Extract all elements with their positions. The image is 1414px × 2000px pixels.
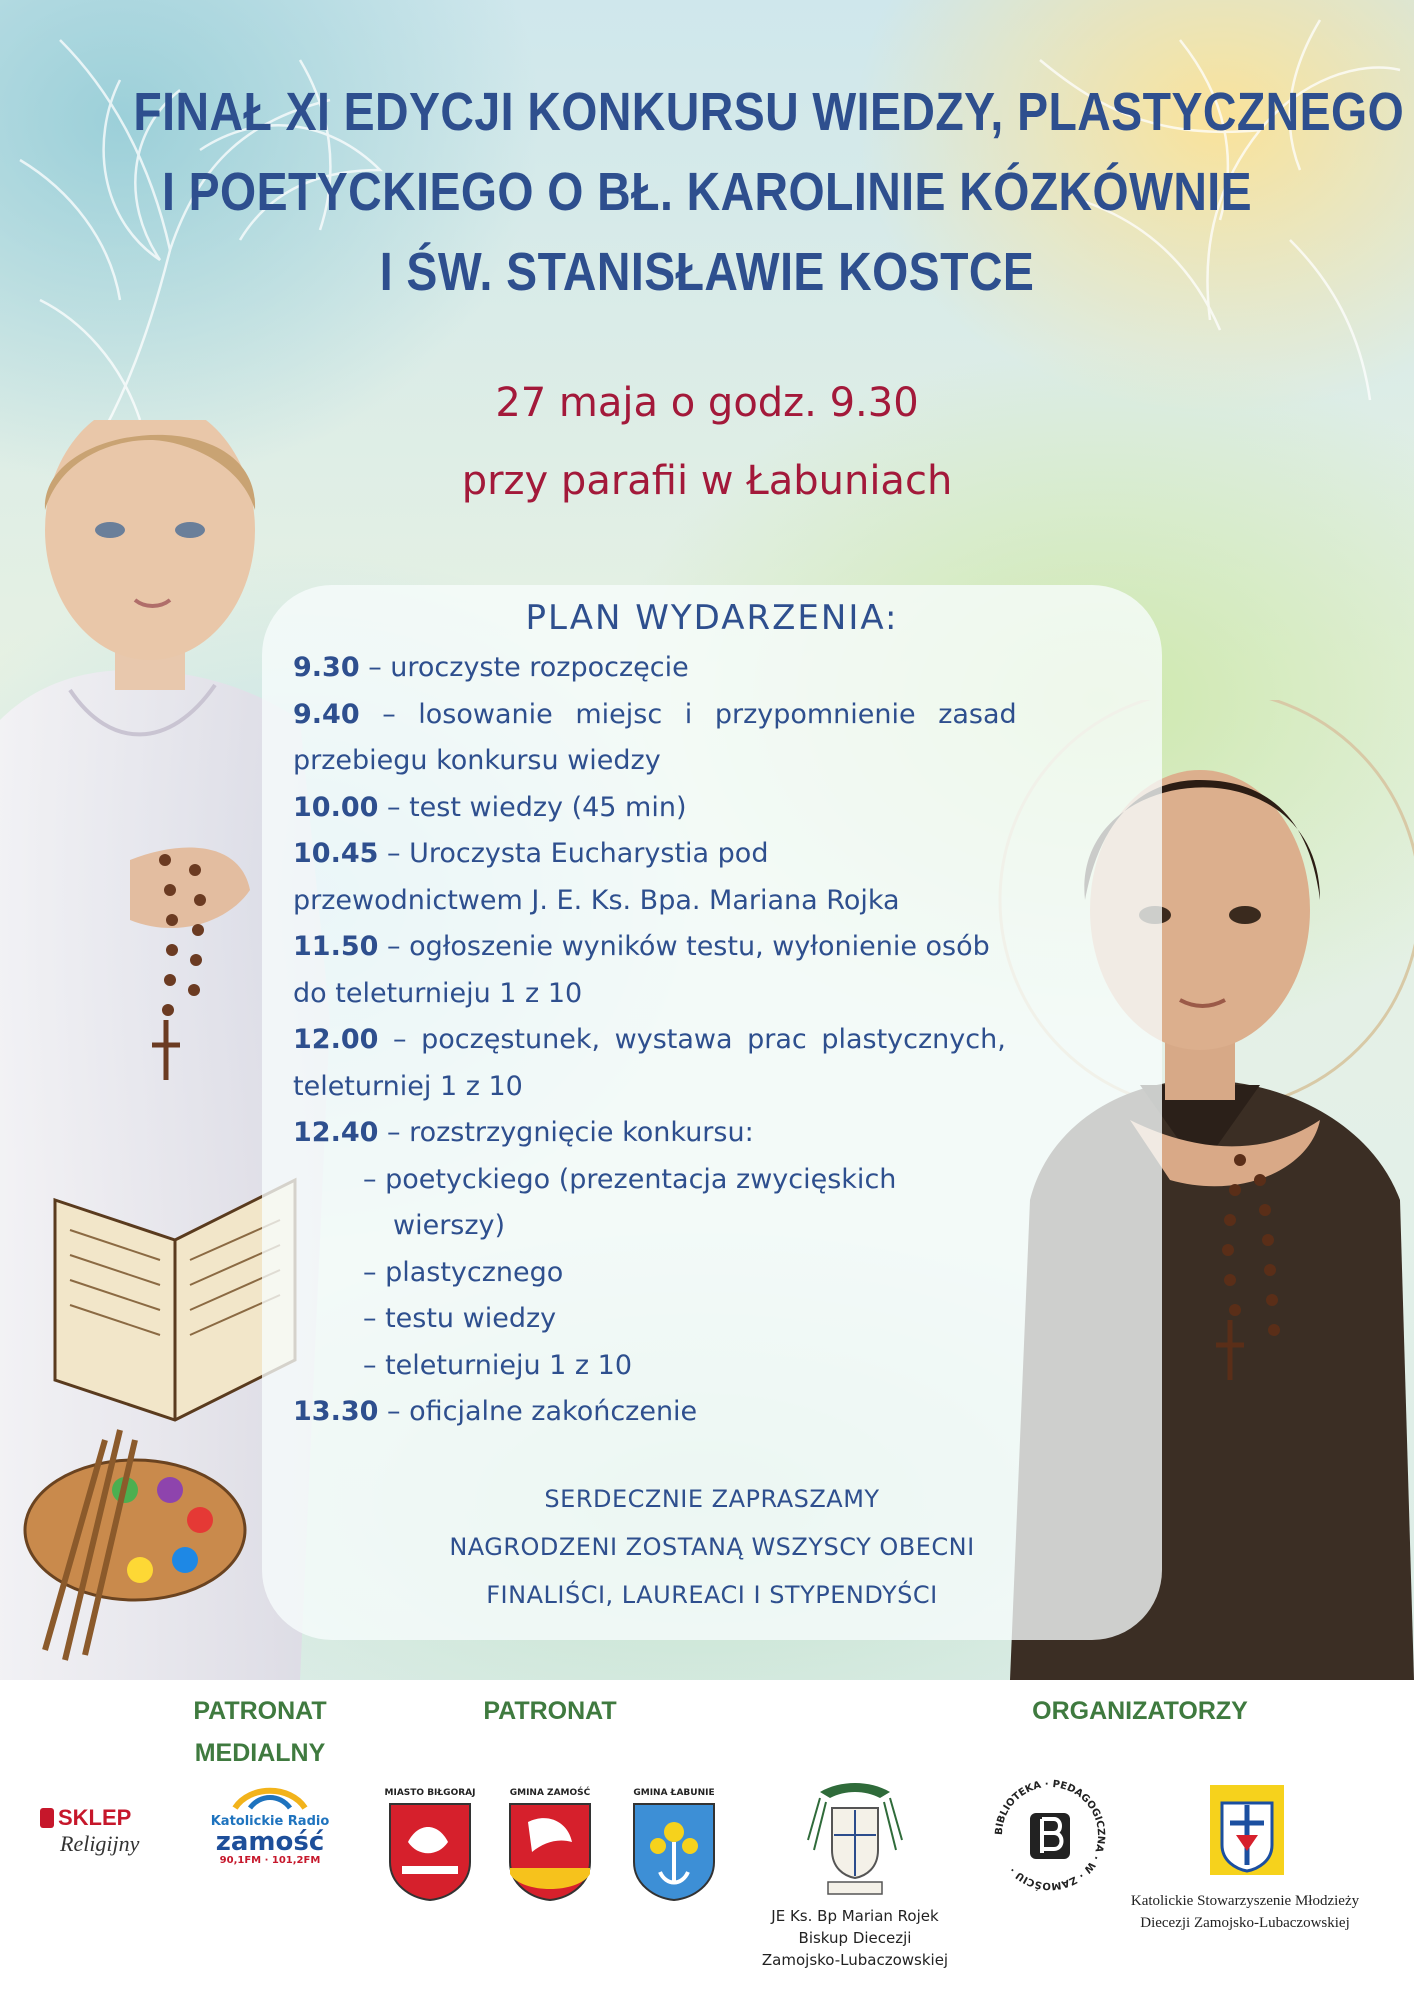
bishop-caption-line: Zamojsko-Lubaczowskiej xyxy=(761,1951,949,1969)
plan-subitem-continuation: wierszy) xyxy=(393,1210,506,1241)
plan-subitem: – plastycznego xyxy=(363,1256,564,1288)
plan-item xyxy=(293,1110,1133,1157)
plan-time: 9.40 xyxy=(293,698,360,730)
sklep-logo-subtitle: Religijny xyxy=(60,1831,140,1856)
katolickie-radio-zamosc-logo xyxy=(205,1780,335,1870)
sklep-logo-text xyxy=(40,1805,131,1831)
title-line-1: FINAŁ XI EDYCJI KONKURSU WIEDZY, PLASTYCZNEGO xyxy=(133,82,1405,142)
plan-item xyxy=(293,1017,1133,1064)
plan-item-continuation: przebiegu konkursu wiedzy xyxy=(293,745,661,776)
plan-time: 11.50 xyxy=(293,931,379,962)
plan-text: – test wiedzy (45 min) xyxy=(378,791,687,823)
event-date: 27 maja o godz. 9.30 xyxy=(495,380,919,426)
event-plan-list xyxy=(293,645,1133,1436)
plan-subitem: – testu wiedzy xyxy=(363,1303,557,1334)
plan-item-continuation: do teleturnieju 1 z 10 xyxy=(293,977,583,1009)
plan-time: 9.30 xyxy=(293,652,360,683)
biblioteka-pedagogiczna-logo xyxy=(990,1775,1110,1895)
title-line-2: I POETYCKIEGO O BŁ. KAROLINIE KÓZKÓWNIE xyxy=(161,162,1253,222)
organizatorzy-heading: ORGANIZATORZY xyxy=(1032,1697,1248,1725)
plan-time: 13.30 xyxy=(293,1396,379,1427)
radio-logo-line-2: zamość xyxy=(215,1827,325,1857)
plan-item xyxy=(293,692,1133,739)
bilgoraj-label: MIASTO BIŁGORAJ xyxy=(384,1788,476,1798)
plan-item xyxy=(293,831,1133,878)
gmina-labunie-label: GMINA ŁABUNIE xyxy=(633,1788,715,1798)
sklep-religijny-logo xyxy=(40,1805,170,1865)
plan-text: – rozstrzygnięcie konkursu: xyxy=(378,1117,754,1148)
bishop-caption-line: JE Ks. Bp Marian Rojek xyxy=(771,1907,939,1925)
sponsors-footer xyxy=(0,1680,1414,2000)
plan-time: 12.40 xyxy=(293,1117,379,1148)
ksm-caption xyxy=(1080,1890,1410,1934)
invitation-line-2: NAGRODZENI ZOSTANĄ WSZYSCY OBECNI xyxy=(449,1533,975,1561)
gmina-labunie-coat-of-arms xyxy=(632,1802,716,1902)
ksm-caption-line: Katolickie Stowarzyszenie Młodzieży xyxy=(1130,1893,1360,1909)
plan-item xyxy=(293,924,1133,971)
invitation-line-1: SERDECZNIE ZAPRASZAMY xyxy=(544,1485,880,1513)
plan-item xyxy=(293,1389,1133,1436)
bishop-caption xyxy=(720,1905,990,1971)
plan-item-continuation: przewodnictwem J. E. Ks. Bpa. Mariana Rojka xyxy=(293,884,900,916)
patronat-medialny-heading xyxy=(180,1690,340,1774)
patronat-heading: PATRONAT xyxy=(483,1697,617,1725)
event-location: przy parafii w Łabuniach xyxy=(461,458,953,504)
gmina-zamosc-label: GMINA ZAMOŚĆ xyxy=(509,1788,591,1798)
plan-item xyxy=(293,645,1133,692)
bishop-coat-of-arms xyxy=(800,1780,910,1900)
plan-text: – uroczyste rozpoczęcie xyxy=(359,652,689,683)
plan-time: 12.00 xyxy=(293,1024,379,1055)
plan-text: – ogłoszenie wyników testu, wyłonienie osób xyxy=(378,931,990,962)
plan-item xyxy=(293,785,1133,832)
plan-subitem: – poetyckiego (prezentacja zwycięskich xyxy=(363,1163,897,1195)
plan-text: – losowanie miejsc i przypomnienie zasad xyxy=(359,698,1017,730)
invitation-text xyxy=(262,1475,1162,1619)
gmina-zamosc-coat-of-arms xyxy=(508,1802,592,1902)
library-logo-text: BIBLIOTEKA · PEDAGOGICZNA · W · ZAMOŚCIU · xyxy=(993,1778,1107,1892)
plan-time: 10.45 xyxy=(293,838,379,869)
sklep-logo-word: SKLEP xyxy=(58,1805,132,1830)
ksm-caption-line: Diecezji Zamojsko-Lubaczowskiej xyxy=(1140,1915,1350,1931)
ksm-logo xyxy=(1210,1785,1284,1875)
radio-waves-icon xyxy=(205,1780,335,1810)
plan-text: – Uroczysta Eucharystia pod xyxy=(378,838,769,869)
plan-heading: PLAN WYDARZENIA: xyxy=(525,598,899,638)
heading-line: MEDIALNY xyxy=(194,1739,326,1767)
bilgoraj-coat-of-arms xyxy=(388,1802,472,1902)
title-line-3: I ŚW. STANISŁAWIE KOSTCE xyxy=(379,242,1035,302)
plan-text: – poczęstunek, wystawa prac plastycznych, xyxy=(378,1024,1006,1055)
bishop-caption-line: Biskup Diecezji xyxy=(798,1929,912,1947)
plan-time: 10.00 xyxy=(293,791,379,823)
heading-line: PATRONAT xyxy=(193,1697,327,1725)
plan-item-continuation: teleturniej 1 z 10 xyxy=(293,1070,523,1102)
radio-logo-line-1: Katolickie Radio xyxy=(210,1814,330,1829)
invitation-line-3: FINALIŚCI, LAUREACI I STYPENDYŚCI xyxy=(486,1581,938,1609)
radio-logo-frequencies: 90,1FM · 101,2FM xyxy=(219,1855,321,1866)
event-title xyxy=(133,72,1405,312)
plan-text: – oficjalne zakończenie xyxy=(378,1396,698,1427)
plan-subitem: – teleturnieju 1 z 10 xyxy=(363,1349,633,1381)
